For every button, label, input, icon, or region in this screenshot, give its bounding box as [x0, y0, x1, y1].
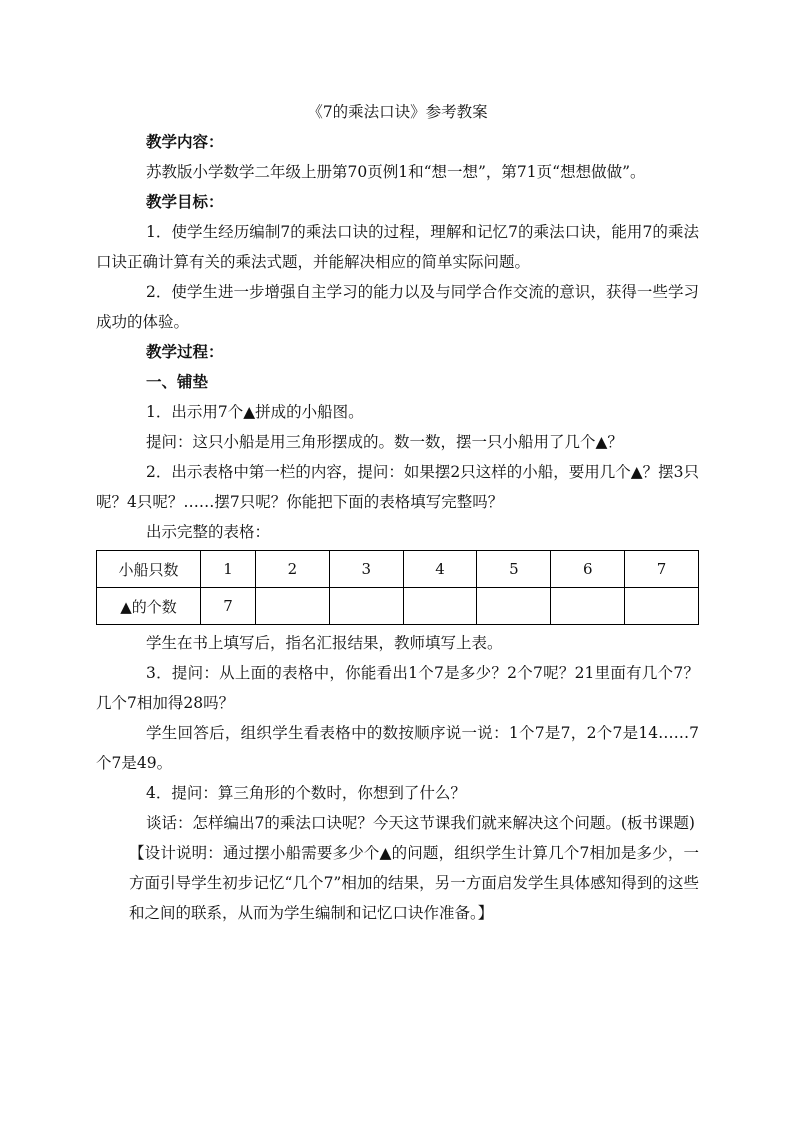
table-cell: 3	[329, 551, 403, 588]
step-4: 4．提问：算三角形的个数时，你想到了什么？	[146, 784, 466, 802]
step-1-question: 提问：这只小船是用三角形摆成的。数一数，摆一只小船用了几个▲？	[146, 433, 623, 451]
table-cell	[403, 588, 477, 625]
document-content	[96, 97, 699, 928]
table-cell	[625, 588, 699, 625]
table-row	[97, 588, 699, 625]
table-cell	[329, 588, 403, 625]
content-heading: 教学内容：	[146, 132, 224, 151]
part1-heading: 一、铺垫	[146, 372, 209, 391]
step-3: 3．提问：从上面的表格中，你能看出1个7是多少？2个7呢？21里面有几个7？几个7相加得28吗？	[96, 664, 699, 712]
document-title: 《7的乘法口诀》参考教案	[307, 103, 488, 121]
step-2-show: 出示完整的表格：	[146, 523, 271, 541]
table-row-label: 小船只数	[97, 551, 201, 588]
step-2: 2．出示表格中第一栏的内容，提问：如果摆2只这样的小船，要用几个▲？摆3只呢？4只呢？……摆7只呢？你能把下面的表格填写完整吗？	[96, 463, 700, 511]
table-cell: 4	[403, 551, 477, 588]
process-heading: 教学过程：	[146, 342, 224, 361]
design-note: 【设计说明：通过摆小船需要多少个▲的问题，组织学生计算几个7相加是多少，一方面引导学生初步记忆“几个7”相加的结果，另一方面启发学生具体感知得到的这些和之间的联系，从而为学生编制和记忆口诀作准备。】	[129, 844, 699, 922]
boat-table	[96, 550, 699, 625]
table-row-label: ▲的个数	[97, 588, 201, 625]
table-cell	[477, 588, 551, 625]
goal-1: 1．使学生经历编制7的乘法口诀的过程，理解和记忆7的乘法口诀，能用7的乘法口诀正确计算有关的乘法式题，并能解决相应的简单实际问题。	[96, 223, 699, 271]
table-cell	[551, 588, 625, 625]
talk-text: 谈话：怎样编出7的乘法口诀呢？今天这节课我们就来解决这个问题。(板书课题)	[146, 814, 695, 832]
table-cell: 7	[625, 551, 699, 588]
table-cell: 6	[551, 551, 625, 588]
table-cell: 2	[256, 551, 330, 588]
table-cell: 5	[477, 551, 551, 588]
goals-heading: 教学目标：	[146, 192, 224, 211]
step-3-answer: 学生回答后，组织学生看表格中的数按顺序说一说：1个7是7，2个7是14……7个7是49。	[96, 724, 699, 772]
step-1: 1．出示用7个▲拼成的小船图。	[146, 403, 364, 421]
goal-2: 2．使学生进一步增强自主学习的能力以及与同学合作交流的意识，获得一些学习成功的体验。	[96, 283, 699, 331]
table-cell: 1	[201, 551, 256, 588]
table-row	[97, 551, 699, 588]
content-text: 苏教版小学数学二年级上册第70页例1和“想一想”，第71页“想想做做”。	[146, 163, 646, 181]
table-cell	[256, 588, 330, 625]
table-cell: 7	[201, 588, 256, 625]
after-table-text: 学生在书上填写后，指名汇报结果，教师填写上表。	[146, 634, 503, 652]
